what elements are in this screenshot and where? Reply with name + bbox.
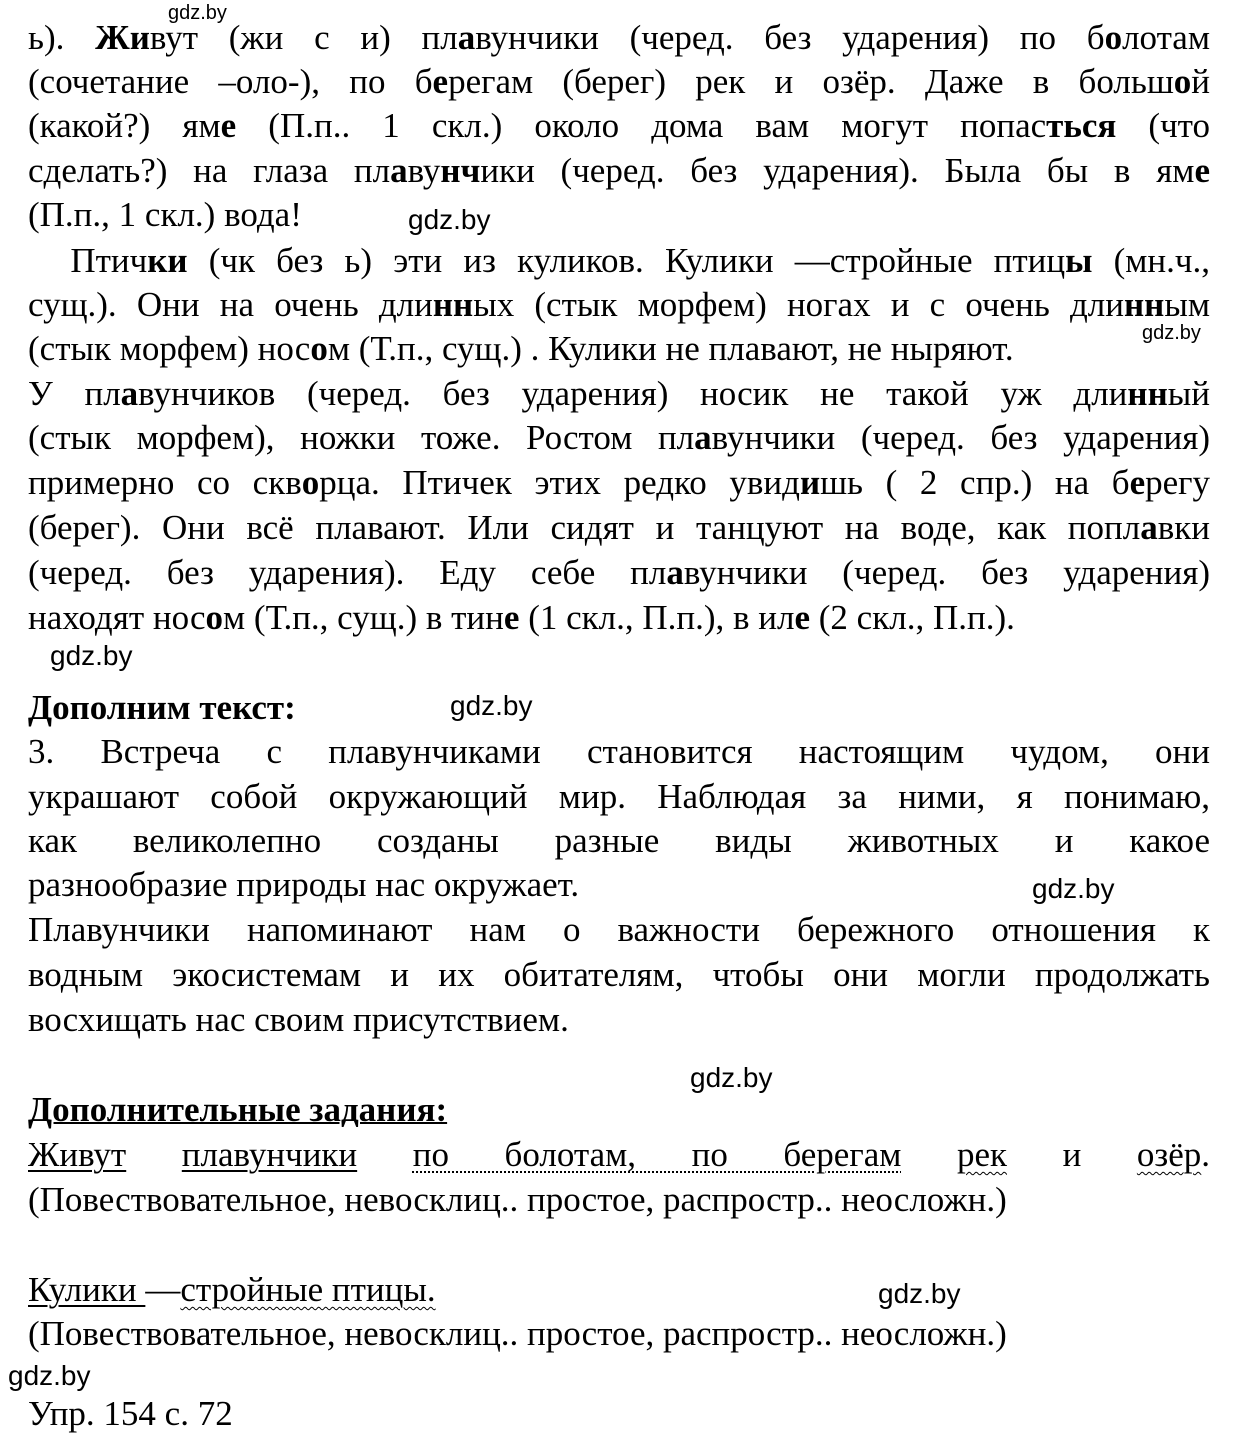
watermark: gdz.by [1142,322,1201,344]
text-line: ь). Живут (жи с и) плавунчики (черед. без ударения) по болотам [28,18,1210,57]
watermark: gdz.by [50,640,133,671]
text-line: как великолепно созданы разные виды животных и какое [28,821,1210,860]
adverbial: по болотам, по берегам [412,1135,902,1174]
dash: — [145,1270,181,1309]
text-line: Птички (чк без ь) эти из куликов. Кулики —стройные птицы (мн.ч., [28,241,1210,280]
text-line: (сочетание –оло-), по берегам (берег) рек и озёр. Даже в большой [28,62,1211,101]
text-line: 3. Встреча с плавунчиками становится настоящим чудом, они [28,732,1210,771]
section-heading-underlined: Дополнительные задания: [28,1090,448,1129]
cutoff-line: Упр. 154 с. 72 [28,1394,233,1433]
attribute-2: озёр. [1136,1135,1211,1174]
text-line: находят носом (Т.п., сущ.) в тине (1 скл., П.п.), в иле (2 скл., П.п.). [28,598,1015,637]
attribute: рек [956,1135,1008,1174]
text-line: примерно со скворца. Птичек этих редко увидишь ( 2 спр.) на берегу [28,463,1210,502]
subject: Кулики [28,1270,146,1309]
watermark: gdz.by [450,690,533,721]
text-line: (стык морфем), ножки тоже. Ростом плавунчики (черед. без ударения) [28,418,1210,457]
watermark: gdz.by [8,1360,91,1391]
text-line: сущ.). Они на очень длинных (стык морфем) ногах и с очень длинным [28,285,1211,324]
watermark: gdz.by [408,204,491,235]
parsed-sentence-1 [28,1133,1210,1177]
text-line: разнообразие природы нас окружает. [28,865,580,904]
watermark: gdz.by [878,1278,961,1309]
text-line: (П.п., 1 скл.) вода! [28,195,302,234]
conjunction: и [1062,1135,1082,1174]
sentence-analysis: (Повествовательное, невосклиц.. простое, распростр.. неосложн.) [28,1314,1007,1353]
watermark: gdz.by [168,2,227,24]
section-heading: Дополним текст: [28,688,296,727]
watermark: gdz.by [690,1062,773,1093]
text-line: (какой?) яме (П.п.. 1 скл.) около дома вам могут попасться (что [28,106,1211,145]
text-line: (берег). Они всё плавают. Или сидят и танцуют на воде, как поплавки [28,508,1210,547]
parsed-sentence-2 [28,1268,1210,1312]
text-line: восхищать нас своим присутствием. [28,1000,569,1039]
text-line: украшают собой окружающий мир. Наблюдая за ними, я понимаю, [28,777,1210,816]
subject: Живут [28,1135,127,1174]
text-line: У плавунчиков (черед. без ударения) носик не такой уж длинный [28,374,1210,413]
sentence-analysis: (Повествовательное, невосклиц.. простое, распростр.. неосложн.) [28,1180,1007,1219]
text-line: сделать?) на глаза плавунчики (черед. без ударения). Была бы в яме [28,151,1210,190]
text-line: (стык морфем) носом (Т.п., сущ.) . Кулики не плавают, не ныряют. [28,329,1014,368]
text-line: (черед. без ударения). Еду себе плавунчики (черед. без ударения) [28,553,1210,592]
predicate: стройные птицы. [180,1270,436,1309]
text-line: Плавунчики напоминают нам о важности бережного отношения к [28,910,1210,949]
text-line: водным экосистемам и их обитателям, чтобы они могли продолжать [28,955,1210,994]
predicate: плавунчики [181,1135,358,1174]
watermark: gdz.by [1032,873,1115,904]
